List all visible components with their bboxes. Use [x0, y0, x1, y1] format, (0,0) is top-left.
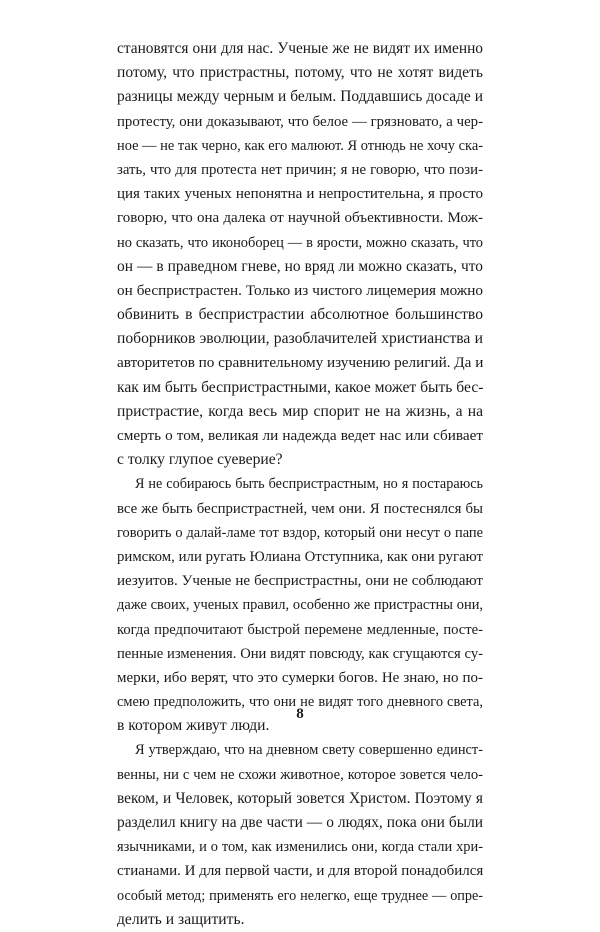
text-line: но сказать, что иконоборец — в ярости, можно сказать, что — [117, 234, 483, 251]
text-line: стианами. И для первой части, и для второй понадобился — [117, 863, 484, 880]
text-line: потому, что пристрастны, потому, что не хотят видеть — [117, 64, 483, 82]
text-line: обвинить в беспристрастии абсолютное большинство — [117, 306, 483, 324]
text-line: ное — не так черно, как его малюют. Я отнюдь не хочу ска- — [117, 137, 483, 154]
body-text — [117, 37, 483, 932]
text-line: смею предположить, что они не видят того дневного света, — [117, 694, 483, 711]
text-line: даже своих, ученых правил, особенно же пристрастны они, — [117, 597, 483, 614]
text-line: становятся они для нас. Ученые же не видят их именно — [117, 40, 483, 57]
text-line: все же быть беспристрастней, чем они. Я постеснялся бы — [117, 500, 483, 517]
text-line: разделил книгу на две части — о людях, пока они были — [117, 814, 483, 831]
text-line: разницы между черным и белым. Поддавшись досаде и — [117, 88, 483, 106]
text-line: он беспристрастен. Только из чистого лицемерия можно — [117, 281, 483, 299]
text-line: язычниками, и о том, как изменились они, когда стали хри- — [117, 839, 483, 856]
page-number: 8 — [296, 706, 304, 722]
text-line: смерть о том, великая ли надежда ведет нас или сбивает — [117, 427, 483, 444]
text-line: римском, или ругать Юлиана Отступника, как они ругают — [117, 548, 483, 565]
text-line: авторитетов по сравнительному изучению религий. Да и — [117, 354, 484, 372]
text-line: делить и защитить. — [117, 910, 245, 928]
paragraph-3 — [117, 738, 483, 932]
text-line: мерки, ибо верят, что это сумерки богов. Не знаю, но по- — [117, 669, 483, 686]
text-line: когда предпочитают быстрой перемене медленные, посте- — [117, 621, 483, 638]
text-line: ция таких ученых непонятна и непростительна, я просто — [117, 186, 483, 203]
text-line: пенные изменения. Они видят повсюду, как сгущаются су- — [117, 645, 483, 662]
text-line: венны, ни с чем не схожи животное, которое зовется чело- — [117, 766, 483, 783]
text-line: как им быть беспристрастными, какое может быть бес- — [117, 378, 484, 396]
text-line: особый метод; применять его нелегко, еще труднее — опре- — [117, 887, 483, 904]
text-line: в котором живут люди. — [117, 717, 270, 735]
text-line: Я утверждаю, что на дневном свету совершенно единст- — [135, 742, 483, 759]
text-line: говорить о далай-ламе тот вздор, который они несут о папе — [117, 524, 483, 541]
text-line: говорю, что она далека от научной объективности. Мож- — [117, 210, 483, 227]
text-line: веком, и Человек, который зовется Христом. Поэтому я — [117, 789, 483, 807]
text-line: пристрастие, когда весь мир спорит не на жизнь, а на — [117, 402, 483, 420]
text-line: с толку глупое суеверие? — [117, 451, 283, 469]
paragraph-1 — [117, 37, 483, 472]
text-line: зать, что для протеста нет причин; я не говорю, что пози- — [117, 161, 483, 178]
text-line: поборников эволюции, разоблачителей христианства и — [117, 330, 483, 348]
text-line: Я не собираюсь быть беспристрастным, но я постараюсь — [135, 476, 483, 493]
text-line: протесту, они доказывают, что белое — грязновато, а чер- — [117, 113, 483, 130]
text-line: он — в праведном гневе, но вряд ли можно сказать, что — [117, 257, 483, 275]
paragraph-2 — [117, 472, 483, 738]
text-line: иезуитов. Ученые не беспристрастны, они не соблюдают — [117, 573, 483, 590]
